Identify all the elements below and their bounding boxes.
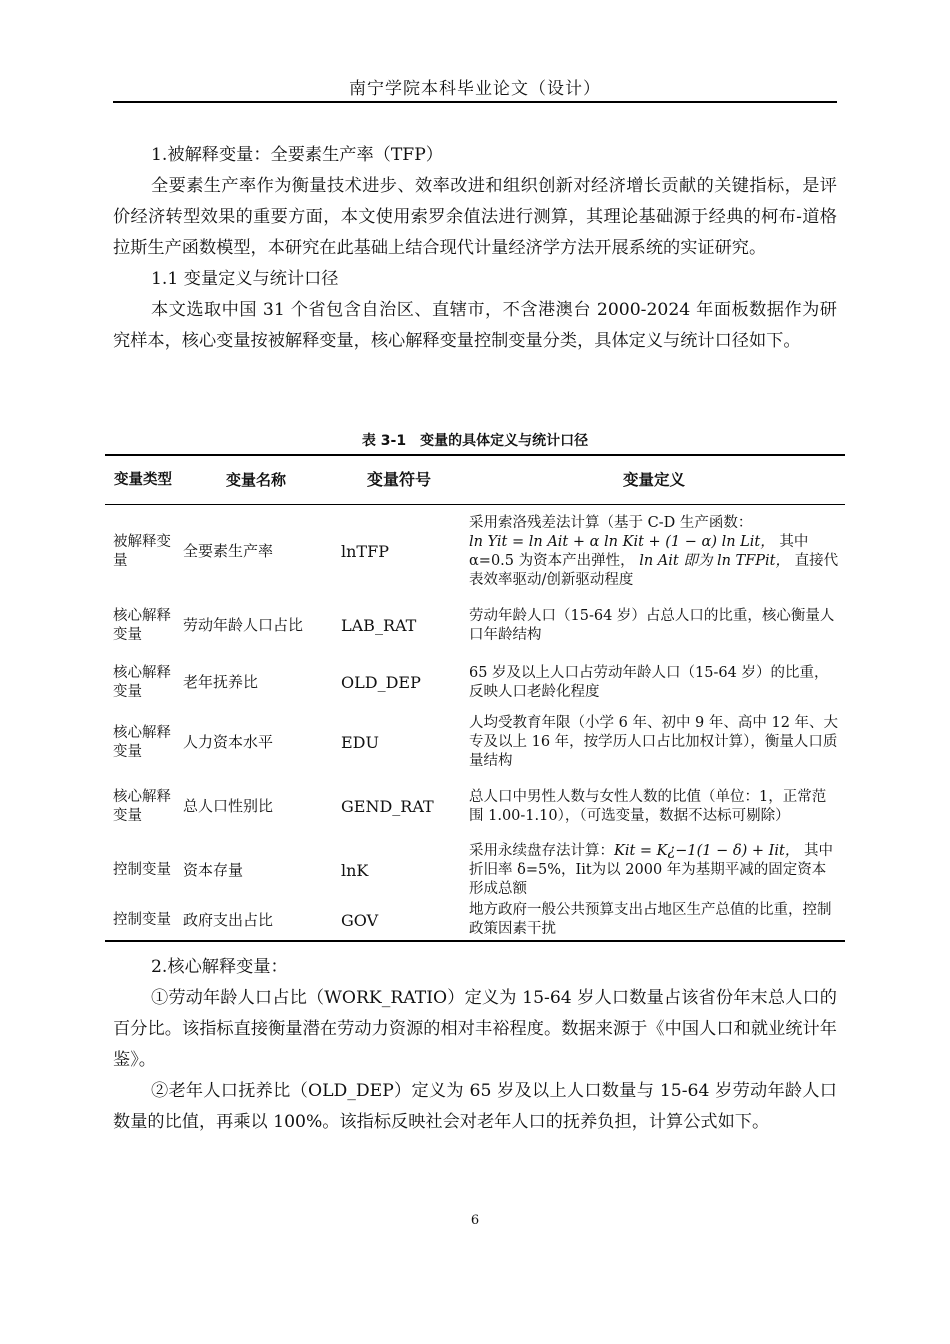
cell-name: 人力资本水平 bbox=[183, 733, 274, 751]
paragraph-tfp-intro: 全要素生产率作为衡量技术进步、效率改进和组织创新对经济增长贡献的关键指标，是评价经济转型效果的重要方面，本文使用索罗余值法进行测算，其理论基础源于经典的柯布-道格拉斯生产函数模型，本研究在此基础上结合现代计量经济学方法开展系统的实证研究。 bbox=[113, 176, 837, 258]
cell-name: 总人口性别比 bbox=[183, 797, 274, 815]
table-row bbox=[105, 505, 845, 599]
header-type: 变量类型 bbox=[114, 471, 172, 488]
cell-symbol: EDU bbox=[341, 733, 379, 752]
table-row bbox=[105, 773, 845, 841]
cell-type: 核心解释变量 bbox=[113, 724, 171, 760]
table-row bbox=[105, 841, 845, 901]
cell-name: 政府支出占比 bbox=[183, 910, 274, 929]
header-name: 变量名称 bbox=[225, 471, 286, 489]
cell-type: 控制变量 bbox=[113, 911, 171, 928]
cell-definition: 地方政府一般公共预算支出占地区生产总值的比重，控制政策因素干扰 bbox=[469, 902, 832, 937]
cell-type: 控制变量 bbox=[113, 862, 171, 878]
subsection-heading: 1.1 变量定义与统计口径 bbox=[151, 269, 339, 289]
cell-definition: 劳动年龄人口（15-64 岁）占总人口的比重，核心衡量人口年龄结构 bbox=[469, 607, 835, 643]
section-heading-core: 2.核心解释变量： bbox=[151, 957, 288, 977]
definition-text: 采用索洛残差法计算（基于 C-D 生产函数： bbox=[469, 514, 753, 531]
cell-type: 被解释变量 bbox=[113, 533, 171, 569]
cell-symbol: LAB_RAT bbox=[341, 616, 417, 635]
table-header-row bbox=[105, 455, 845, 505]
cell-type: 核心解释变量 bbox=[113, 788, 171, 824]
cell-definition: 人均受教育年限（小学 6 年、初中 9 年、高中 12 年、大专及以上 16 年，按学历人口占比加权计算），衡量人口质量结构 bbox=[469, 715, 839, 769]
table-row bbox=[105, 653, 845, 713]
cell-symbol: GOV bbox=[341, 910, 379, 930]
cell-definition: 总人口中男性人数与女性人数的比值（单位：1，正常范围 1.00-1.10），（可选变量，数据不达标可剔除） bbox=[469, 788, 827, 824]
cell-symbol: GEND_RAT bbox=[341, 797, 434, 816]
cell-name: 老年抚养比 bbox=[183, 673, 259, 691]
cell-definition bbox=[463, 841, 845, 901]
variable-definition-table bbox=[105, 454, 845, 942]
paragraph-work-ratio: ①劳动年龄人口占比（WORK_RATIO）定义为 15-64 岁人口数量占该省份年末总人口的百分比。该指标直接衡量潜在劳动力资源的相对丰裕程度。数据来源于《中国人口和就业统计年鉴》。 bbox=[113, 988, 837, 1070]
table-caption: 表 3-1 变量的具体定义与统计口径 bbox=[361, 433, 589, 449]
capital-stock-formula: Kit = K¿−1(1 − δ) + Iit， bbox=[614, 843, 800, 859]
cell-name: 劳动年龄人口占比 bbox=[183, 616, 304, 634]
header-definition: 变量定义 bbox=[622, 471, 685, 489]
paragraph-old-dep: ②老年人口抚养比（OLD_DEP）定义为 65 岁及以上人口数量与 15-64 岁劳动年龄人口数量的比值，再乘以 100%。该指标反映社会对老年人口的抚养负担，计算公式如下。 bbox=[113, 1081, 837, 1132]
cell-name: 全要素生产率 bbox=[183, 542, 274, 561]
cell-type: 核心解释变量 bbox=[113, 607, 171, 643]
cell-symbol: OLD_DEP bbox=[341, 673, 421, 692]
cell-name: 资本存量 bbox=[183, 861, 244, 879]
header-symbol: 变量符号 bbox=[366, 470, 431, 489]
definition-text: 采用永续盘存法计算： bbox=[469, 843, 614, 859]
section-1 bbox=[113, 140, 837, 357]
page-header-title: 南宁学院本科毕业论文（设计） bbox=[349, 79, 601, 99]
definition-text: 其中折旧率 δ=5%，Iit为以 2000 年为基期平减的固定资本形成总额 bbox=[469, 843, 833, 897]
header-rule bbox=[113, 101, 837, 103]
section-heading-tfp: 1.被解释变量：全要素生产率（TFP） bbox=[151, 145, 443, 165]
definition-text: 直接代表效率驱动/创新驱动程度 bbox=[469, 552, 839, 588]
table-row bbox=[105, 901, 845, 941]
cell-definition bbox=[463, 505, 845, 599]
section-2 bbox=[113, 952, 837, 1138]
paragraph-sample: 本文选取中国 31 个省包含自治区、直辖市，不含港澳台 2000-2024 年面板数据作为研究样本，核心变量按被解释变量，核心解释变量控制变量分类，具体定义与统计口径如下。 bbox=[113, 300, 837, 351]
table-row bbox=[105, 599, 845, 653]
cell-definition: 65 岁及以上人口占劳动年龄人口（15-64 岁）的比重，反映人口老龄化程度 bbox=[469, 664, 829, 700]
tfp-identity-formula: ln Ait 即为 ln TFPit， bbox=[639, 552, 790, 569]
cell-type: 核心解释变量 bbox=[113, 664, 171, 700]
definition-text: 其中 α=0.5 为资本产出弹性， bbox=[469, 533, 809, 569]
cell-symbol: lnTFP bbox=[341, 542, 389, 562]
cell-symbol: lnK bbox=[341, 861, 369, 880]
table-row bbox=[105, 713, 845, 773]
page-number: 6 bbox=[470, 1213, 480, 1228]
tfp-formula: ln Yit = ln Ait + α ln Kit + (1 − α) ln Lit， bbox=[469, 533, 775, 550]
